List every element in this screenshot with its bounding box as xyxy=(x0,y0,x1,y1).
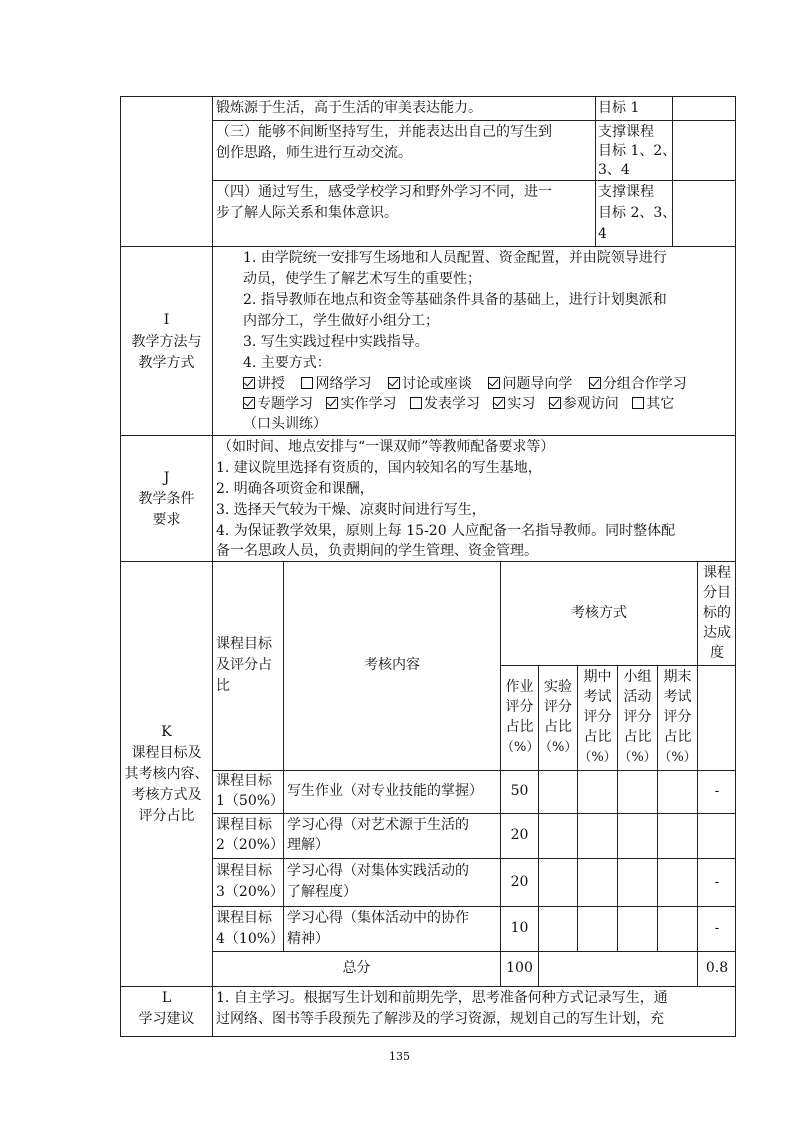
section-i-label: 教学方式 xyxy=(138,355,195,371)
row-goal: 课程目标 xyxy=(216,817,272,833)
total-achieve: 0.8 xyxy=(705,960,729,976)
row-achieve: - xyxy=(714,874,720,890)
row-line xyxy=(212,951,736,952)
row-homework-score: 50 xyxy=(510,783,529,799)
method-options-row-1 xyxy=(243,374,687,395)
section-k-label: 课程目标及 xyxy=(131,745,202,761)
row-line xyxy=(212,858,736,859)
header-achieve: 度 xyxy=(710,645,724,661)
objective-text: 步了解人际关系和集体意识。 xyxy=(216,205,398,221)
row-achieve: - xyxy=(714,783,720,799)
method-col-midterm: 期中 xyxy=(583,669,612,685)
method-col-final: 评分 xyxy=(663,709,692,725)
condition-line: 备一名思政人员，负责期间的学生管理、资金管理。 xyxy=(216,543,538,559)
row-goal: 2（20%） xyxy=(216,837,285,853)
method-options-row-2 xyxy=(243,394,674,415)
header-achieve: 分目 xyxy=(703,585,731,601)
method-line: 内部分工，学生做好小组分工； xyxy=(243,313,439,329)
section-l-letter: L xyxy=(161,990,172,1006)
row-line xyxy=(120,435,736,436)
row-goal: 4（10%） xyxy=(216,931,285,947)
section-k-label: 考核方式及 xyxy=(131,787,202,803)
header-method: 考核方式 xyxy=(571,605,627,621)
divider-label-col xyxy=(212,96,213,1037)
total-label: 总分 xyxy=(342,960,371,976)
support-text: 目标 1、2、 xyxy=(598,143,677,159)
method-col-group: 小组 xyxy=(623,669,652,685)
checkbox-unchecked-icon xyxy=(301,377,313,389)
row-content: 学习心得（对艺术源于生活的 xyxy=(287,817,469,833)
row-line xyxy=(212,180,736,181)
row-content: 精神） xyxy=(287,931,329,947)
method-col-homework: （%） xyxy=(501,740,540,755)
divider-support-col xyxy=(595,96,596,246)
option-label: 参观访问 xyxy=(562,396,619,412)
row-homework-score: 10 xyxy=(510,920,529,936)
method-col-group: 评分 xyxy=(623,709,652,725)
checkbox-checked-icon xyxy=(549,397,561,409)
page-number: 135 xyxy=(389,1050,410,1063)
condition-line: （如时间、地点安排与“一课双师”等教师配备要求等） xyxy=(218,439,555,455)
checkbox-unchecked-icon xyxy=(632,397,644,409)
objective-text: （四）通过写生，感受学校学习和野外学习不同，进一 xyxy=(216,184,552,200)
section-j-label: 要求 xyxy=(152,512,181,528)
row-line xyxy=(212,813,736,814)
row-line xyxy=(500,665,736,666)
row-line xyxy=(212,120,736,121)
condition-line: 2. 明确各项资金和课酬， xyxy=(216,481,374,497)
condition-line: 3. 选择天气较为干燥、凉爽时间进行写生， xyxy=(216,502,486,518)
objective-text: 创作思路，师生进行互动交流。 xyxy=(216,145,412,161)
option-label: 实作学习 xyxy=(340,396,397,412)
method-col-lab: 占比 xyxy=(544,719,572,735)
method-col-midterm: （%） xyxy=(578,750,617,765)
method-col-final: 占比 xyxy=(663,729,692,745)
section-j-letter: J xyxy=(163,470,170,486)
method-col-midterm: 占比 xyxy=(583,729,612,745)
checkbox-checked-icon xyxy=(589,377,601,389)
header-achieve: 达成 xyxy=(703,625,731,641)
row-goal: 课程目标 xyxy=(216,773,272,789)
option-label: 网络学习 xyxy=(315,376,372,392)
header-content: 考核内容 xyxy=(364,657,420,673)
method-col-lab: 评分 xyxy=(544,699,572,715)
method-col-group: （%） xyxy=(618,750,657,765)
row-line xyxy=(120,246,736,247)
section-i-label: 教学方法与 xyxy=(131,334,202,350)
method-col-midterm: 评分 xyxy=(583,709,612,725)
condition-line: 4. 为保证教学效果，原则上每 15-20 人应配备一名指导教师。同时整体配 xyxy=(216,523,676,539)
header-goal: 及评分占 xyxy=(216,657,272,673)
checkbox-unchecked-icon xyxy=(410,397,422,409)
support-text: 3、4 xyxy=(598,162,630,178)
support-text: 4 xyxy=(598,226,607,242)
header-goal: 课程目标 xyxy=(216,636,272,652)
row-content: 学习心得（对集体实践活动的 xyxy=(287,863,469,879)
section-k-letter: K xyxy=(161,724,172,740)
method-col-midterm: 考试 xyxy=(583,689,612,705)
row-goal: 课程目标 xyxy=(216,910,272,926)
checkbox-checked-icon xyxy=(488,377,500,389)
row-content: 了解程度） xyxy=(287,884,357,900)
advice-line: 1. 自主学习。根据写生计划和前期先学，思考准备何种方式记录写生，通 xyxy=(216,990,668,1006)
row-homework-score: 20 xyxy=(510,874,529,890)
checkbox-checked-icon xyxy=(243,397,255,409)
row-line xyxy=(120,986,736,987)
option-label: 专题学习 xyxy=(257,396,313,412)
support-text: 支撑课程 xyxy=(598,124,654,140)
support-text: 目标 1 xyxy=(598,100,640,116)
option-label: 分组合作学习 xyxy=(602,376,687,392)
advice-line: 过网络、图书等手段预先了解涉及的学习资源，规划自己的写生计划，充 xyxy=(216,1011,664,1027)
row-homework-score: 20 xyxy=(510,827,529,843)
row-goal: 课程目标 xyxy=(216,863,272,879)
method-line: 4. 主要方式： xyxy=(243,355,331,371)
option-label: 其它 xyxy=(646,396,675,412)
section-k-label: 评分占比 xyxy=(138,808,195,824)
header-achieve: 标的 xyxy=(703,605,731,621)
method-col-final: （%） xyxy=(658,750,697,765)
row-content: 理解） xyxy=(287,837,329,853)
method-col-final: 考试 xyxy=(663,689,692,705)
option-label: 发表学习 xyxy=(423,396,480,412)
support-text: 目标 2、3、 xyxy=(598,205,677,221)
checkbox-checked-icon xyxy=(243,377,255,389)
header-achieve: 课程 xyxy=(703,565,731,581)
option-label: 问题导向学 xyxy=(502,376,573,392)
method-line: 1. 由学院统一安排写生场地和人员配置、资金配置，并由院领导进行 xyxy=(243,250,667,266)
method-col-homework: 评分 xyxy=(505,699,534,715)
row-line xyxy=(212,906,736,907)
row-content: 写生作业（对专业技能的掌握） xyxy=(287,783,483,799)
support-text: 支撑课程 xyxy=(598,184,654,200)
section-k-label: 其考核内容、 xyxy=(124,766,209,782)
header-goal: 比 xyxy=(216,678,230,694)
condition-line: 1. 建议院里选择有资质的，国内较知名的写生基地， xyxy=(216,460,542,476)
objective-text: （三）能够不间断坚持写生，并能表达出自己的写生到 xyxy=(216,124,552,140)
row-line xyxy=(212,770,736,771)
section-i-letter: I xyxy=(163,312,170,328)
option-label: 讨论或座谈 xyxy=(401,376,472,392)
checkbox-checked-icon xyxy=(493,397,505,409)
row-content: 学习心得（集体活动中的协作 xyxy=(287,910,469,926)
row-achieve: - xyxy=(714,920,720,936)
method-line: （口头训练） xyxy=(243,416,327,432)
method-col-homework: 作业 xyxy=(505,679,534,695)
option-label: 讲授 xyxy=(257,376,285,392)
method-col-homework: 占比 xyxy=(505,719,534,735)
checkbox-checked-icon xyxy=(326,397,338,409)
total-homework-score: 100 xyxy=(506,960,533,976)
option-label: 实习 xyxy=(507,396,536,412)
section-l-label: 学习建议 xyxy=(138,1011,195,1027)
row-goal: 1（50%） xyxy=(216,793,285,809)
method-col-lab: 实验 xyxy=(544,679,572,695)
objective-text: 锻炼源于生活，高于生活的审美表达能力。 xyxy=(216,100,482,116)
method-line: 动员，使学生了解艺术写生的重要性； xyxy=(243,271,481,287)
method-col-final: 期末 xyxy=(663,669,692,685)
method-line: 3. 写生实践过程中实践指导。 xyxy=(243,334,429,350)
method-line: 2. 指导教师在地点和资金等基础条件具备的基础上，进行计划奥派和 xyxy=(243,292,667,308)
checkbox-checked-icon xyxy=(388,377,400,389)
method-col-group: 占比 xyxy=(623,729,652,745)
section-j-label: 教学条件 xyxy=(138,491,195,507)
method-col-lab: （%） xyxy=(539,740,578,755)
method-col-group: 活动 xyxy=(623,689,652,705)
row-goal: 3（20%） xyxy=(216,884,285,900)
